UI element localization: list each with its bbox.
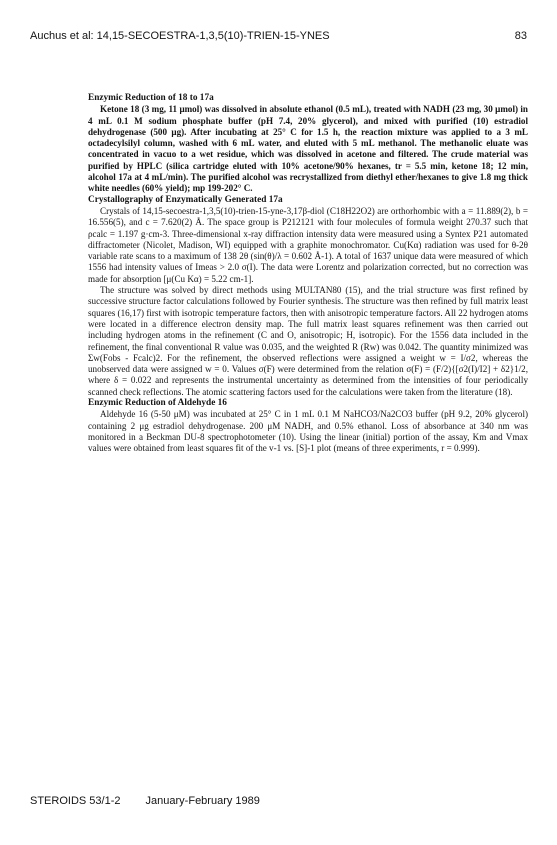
section-heading-crystallography: Crystallography of Enzymatically Generated 17a (88, 194, 283, 205)
article-body (88, 93, 528, 455)
section-heading-enzymic-reduction-18: Enzymic Reduction of 18 to 17a (88, 93, 214, 103)
paragraph-enzymic-reduction-16: Aldehyde 16 (5-50 μM) was incubated at 25° C in 1 mL 0.1 M NaHCO3/Na2CO3 buffer (pH 9.2, 20% glycerol) containing 2 μg estradiol dehydrogenase. 200 μM NADH, and 0.5% ethanol. Loss of absorbance at 340 nm was monitored in a Beckman DU-8 spectrophotometer (10). Using the linear (initial) portion of the assay, Km and Vmax values were obtained from least squares fit of the v-1 vs. [S]-1 plot (means of three experiments, r = 0.999). (88, 409, 528, 454)
running-title: Auchus et al: 14,15-SECOESTRA-1,3,5(10)-TRIEN-15-YNES (30, 30, 330, 42)
running-header (30, 30, 527, 42)
page-number: 83 (514, 30, 527, 42)
page-footer (30, 795, 260, 807)
footer-date: January-February 1989 (145, 795, 260, 807)
footer-journal: STEROIDS 53/1-2 (30, 795, 121, 807)
paragraph-structure-solution: The structure was solved by direct methods using MULTAN80 (15), and the trial structure was first refined by successive structure factor calculations followed by Fourier synthesis. The structure was then refined by full matrix least squares (16,17) first with isotropic temperature factors, then with anisotropic temperature factors. All 22 hydrogen atoms were located in a difference electron density map. The full matrix least squares refinement was then carried out including hydrogen atoms in the refinement (C and O, anisotropic; H, isotropic). For the 1556 data included in the refinement, the final conventional R value was 0.035, and the weighted R (Rw) was 0.042. The quantity minimized was Σw(Fobs - Fcalc)2. For the refinement, the observed reflections were assigned a weight w = I/σ2, whereas the unobserved data were assigned w = 0. Values σ(F) were determined from the relation σ(F) = (F/2){[σ2(I)/I2] + δ2}1/2, where δ = 0.022 and represents the instrumental uncertainty as determined from the intensities of four periodically scanned check reflections. The atomic scattering factors used for the calculations were taken from the literature (18). (88, 285, 528, 397)
paragraph-crystal-data: Crystals of 14,15-secoestra-1,3,5(10)-trien-15-yne-3,17β-diol (C18H22O2) are orthorhombic with a = 11.889(2), b = 16.556(5), and c = 7.620(2) Å. The space group is P212121 with four molecules of formula weight 270.37 such that ρcalc = 1.197 g·cm-3. Three-dimensional x-ray diffraction intensity data were measured using a Syntex P21 automated diffractometer (Nicolet, Madison, WI) equipped with a graphite monochromator. Cu(Kα) radiation was used for θ-2θ variable rate scans to a maximum of 138 2θ (sin(θ)/λ = 0.602 Å-1). A total of 1637 unique data were measured of which 1556 had intensity values of Imeas > 2.0 σ(I). The data were Lorentz and polarization corrected, but no correction was made for absorption [μ(Cu Kα) = 5.22 cm-1]. (88, 205, 528, 284)
paragraph-enzymic-reduction-18: Ketone 18 (3 mg, 11 μmol) was dissolved in absolute ethanol (0.5 mL), treated with NADH (23 mg, 30 μmol) in 4 mL 0.1 M sodium phosphate buffer (pH 7.4, 20% glycerol), and mixed with purified (10) estradiol dehydrogenase (500 μg). After incubating at 25° C for 1.5 h, the reaction mixture was applied to a 3 mL octadecylsilyl column, washed with 6 mL water, and eluted with 5 mL methanol. The methanolic eluate was concentrated in vacuo to a wet residue, which was dissolved in acetone and filtered. The crude material was purified by HPLC (silica cartridge eluted with 10% acetone/90% hexanes, tr = 5.5 min, ketone 18; 12 min, alcohol 17a at 4 mL/min). The purified alcohol was recrystallized from diethyl ether/hexanes to give 1.8 mg thick white needles (60% yield); mp 199-202° C. (88, 104, 528, 194)
section-heading-enzymic-reduction-16: Enzymic Reduction of Aldehyde 16 (88, 398, 227, 409)
